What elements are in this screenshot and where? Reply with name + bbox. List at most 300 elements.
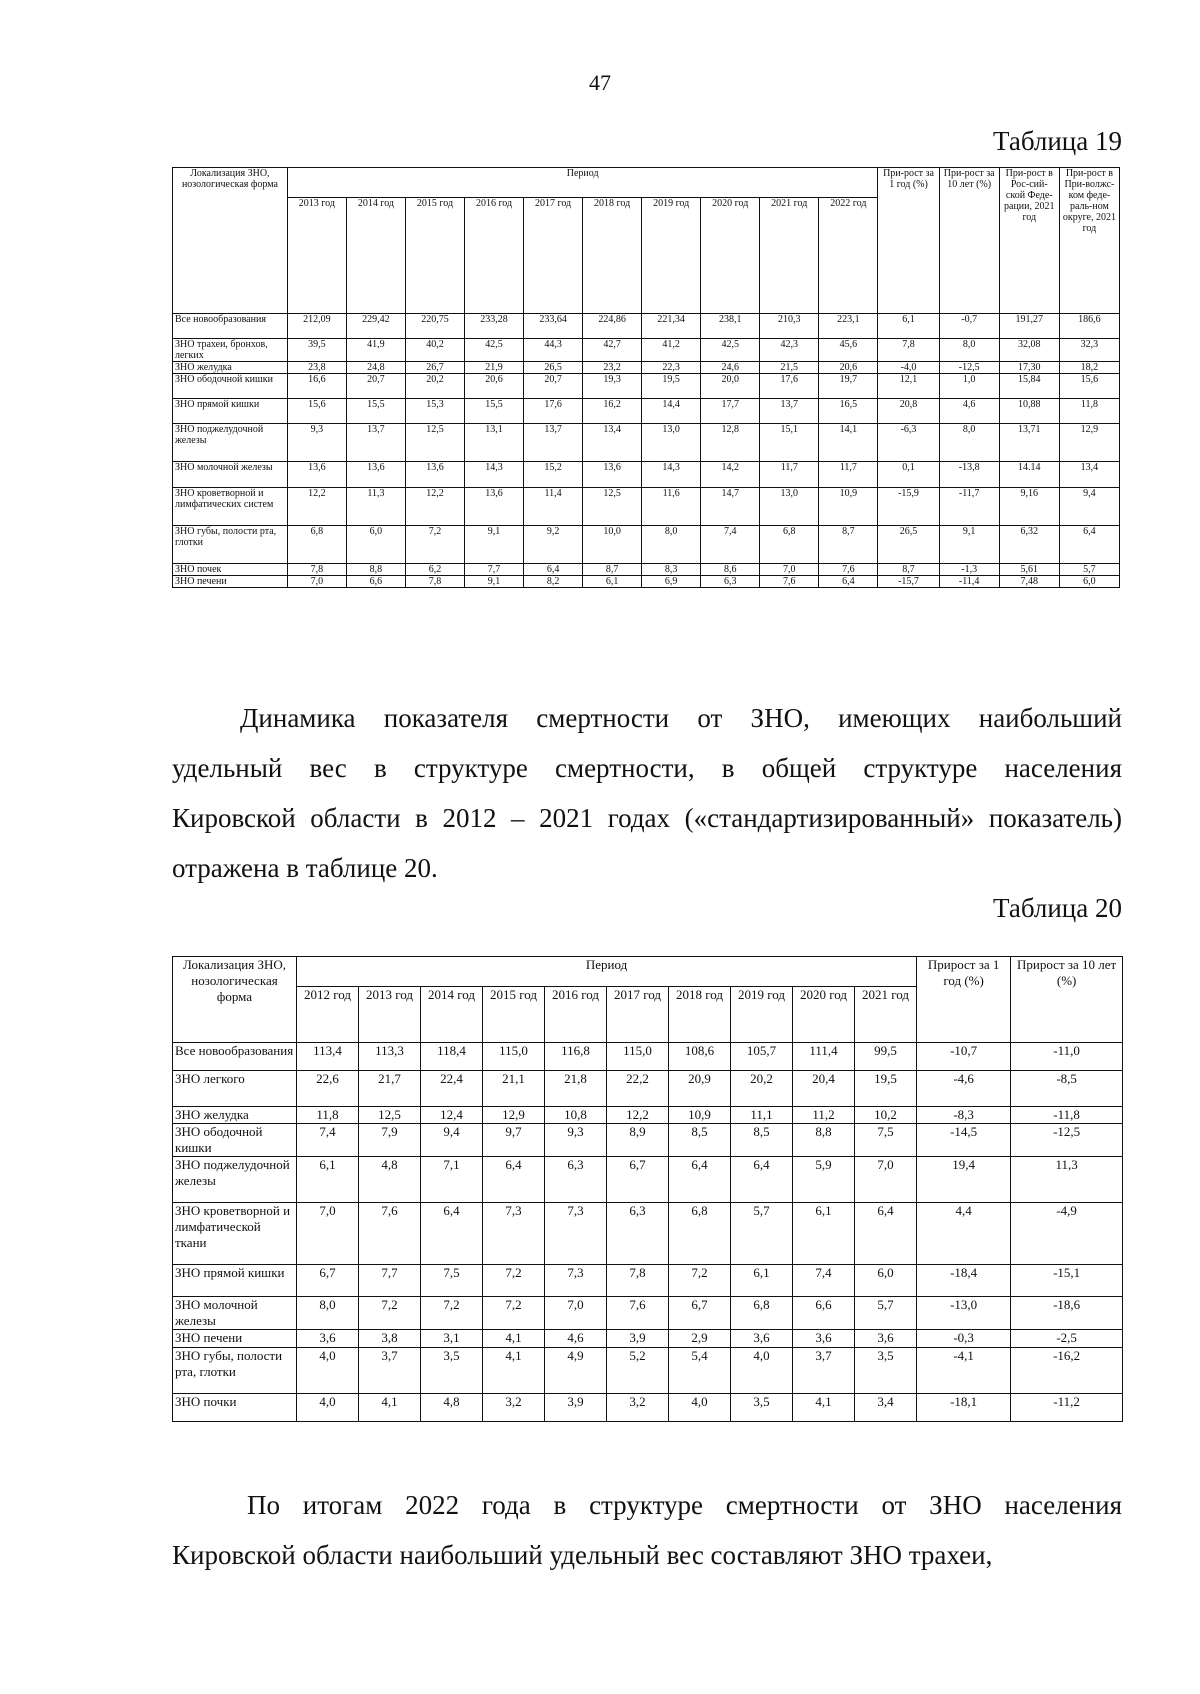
- table-cell: 6,0: [855, 1265, 917, 1297]
- table-cell: 7,0: [545, 1297, 607, 1330]
- table-row: [173, 314, 1120, 339]
- table-cell: 7,8: [878, 339, 939, 362]
- table-cell: 13,6: [405, 462, 464, 488]
- table-cell: -11,7: [939, 488, 999, 526]
- table-cell: 8,7: [819, 526, 878, 564]
- table-cell: 7,6: [819, 564, 878, 576]
- paragraph-1: [172, 693, 1122, 893]
- year-header: 2018 год: [583, 198, 642, 314]
- table-cell: 5,2: [607, 1348, 669, 1394]
- table-cell: 14,3: [465, 462, 524, 488]
- table-cell: 42,3: [760, 339, 819, 362]
- table-cell: 42,7: [583, 339, 642, 362]
- table-cell: 4,9: [545, 1348, 607, 1394]
- table-cell: 13,6: [287, 462, 346, 488]
- year-header: 2016 год: [545, 987, 607, 1043]
- table-cell: 115,0: [483, 1043, 545, 1071]
- table-cell: 12,2: [287, 488, 346, 526]
- table-row: [173, 1043, 1123, 1071]
- table-cell: -10,7: [917, 1043, 1011, 1071]
- table-cell: 14.14: [999, 462, 1059, 488]
- table-cell: 44,3: [524, 339, 583, 362]
- table-cell: 12,2: [607, 1107, 669, 1124]
- table-cell: -4,9: [1011, 1203, 1123, 1265]
- table-cell: 13,4: [583, 424, 642, 462]
- table-cell: 15,5: [346, 399, 405, 424]
- table-cell: 7,6: [760, 576, 819, 588]
- table-cell: 19,5: [642, 374, 701, 399]
- table-cell: 3,9: [545, 1394, 607, 1422]
- table-cell: 21,7: [359, 1071, 421, 1107]
- table-cell: 10,9: [669, 1107, 731, 1124]
- table-cell: 7,4: [793, 1265, 855, 1297]
- paragraph-2: [172, 1480, 1122, 1580]
- table-cell: 21,5: [760, 362, 819, 374]
- table-cell: 20,9: [669, 1071, 731, 1107]
- table-cell: 6,3: [701, 576, 760, 588]
- table-cell: 9,7: [483, 1124, 545, 1157]
- row-label: ЗНО желудка: [173, 362, 288, 374]
- table-cell: 7,5: [855, 1124, 917, 1157]
- table-cell: 20,7: [524, 374, 583, 399]
- table-cell: 7,2: [359, 1297, 421, 1330]
- table-cell: 11,6: [642, 488, 701, 526]
- table-cell: 22,4: [421, 1071, 483, 1107]
- table-cell: 19,3: [583, 374, 642, 399]
- table-cell: 5,7: [1059, 564, 1119, 576]
- table-cell: 22,2: [607, 1071, 669, 1107]
- table-cell: 7,2: [483, 1265, 545, 1297]
- table-cell: 13,6: [346, 462, 405, 488]
- table-cell: 14,2: [701, 462, 760, 488]
- table-cell: 40,2: [405, 339, 464, 362]
- table-row: [173, 339, 1120, 362]
- table-cell: 11,3: [1011, 1157, 1123, 1203]
- table-cell: 6,6: [793, 1297, 855, 1330]
- year-header: 2015 год: [483, 987, 545, 1043]
- table-cell: 19,4: [917, 1157, 1011, 1203]
- table-cell: 118,4: [421, 1043, 483, 1071]
- table-cell: 4,4: [917, 1203, 1011, 1265]
- table-cell: 6,1: [731, 1265, 793, 1297]
- table-cell: 13,4: [1059, 462, 1119, 488]
- table-cell: 12,9: [483, 1107, 545, 1124]
- row-label: ЗНО печени: [173, 576, 288, 588]
- table-cell: 17,6: [524, 399, 583, 424]
- table-cell: 6,1: [793, 1203, 855, 1265]
- table-cell: 13,0: [760, 488, 819, 526]
- table-cell: -0,3: [917, 1330, 1011, 1348]
- table-cell: 4,0: [731, 1348, 793, 1394]
- table-cell: 12,5: [405, 424, 464, 462]
- table-cell: 4,6: [939, 399, 999, 424]
- table-row: [173, 374, 1120, 399]
- table-cell: 3,9: [607, 1330, 669, 1348]
- row-label: ЗНО печени: [173, 1330, 297, 1348]
- table-cell: 4,1: [483, 1330, 545, 1348]
- table-cell: 20,8: [878, 399, 939, 424]
- table-row: [173, 1203, 1123, 1265]
- table-cell: 238,1: [701, 314, 760, 339]
- table-cell: -1,3: [939, 564, 999, 576]
- table-row: [173, 1394, 1123, 1422]
- table-cell: 9,1: [939, 526, 999, 564]
- table-cell: 7,0: [287, 576, 346, 588]
- table-cell: -15,9: [878, 488, 939, 526]
- table-row: [173, 1297, 1123, 1330]
- table-cell: 9,1: [465, 576, 524, 588]
- table-cell: -12,5: [1011, 1124, 1123, 1157]
- table-cell: 8,0: [939, 424, 999, 462]
- table-cell: 14,1: [819, 424, 878, 462]
- table-cell: 116,8: [545, 1043, 607, 1071]
- year-header: 2013 год: [359, 987, 421, 1043]
- table-cell: 20,6: [819, 362, 878, 374]
- table-cell: 11,7: [819, 462, 878, 488]
- extra-header: При-рост за 1 год (%): [878, 168, 939, 314]
- table-cell: 6,8: [669, 1203, 731, 1265]
- period-header: Период: [287, 168, 878, 198]
- table-cell: 4,6: [545, 1330, 607, 1348]
- table-cell: 6,4: [483, 1157, 545, 1203]
- table-cell: 10,9: [819, 488, 878, 526]
- table-cell: 17,30: [999, 362, 1059, 374]
- table-cell: 7,6: [607, 1297, 669, 1330]
- table-cell: 20,2: [731, 1071, 793, 1107]
- text-line: По итогам 2022 года в структуре смертности от ЗНО населения: [247, 1490, 1122, 1520]
- row-label: ЗНО молочной железы: [173, 462, 288, 488]
- row-label: Все новообразования: [173, 314, 288, 339]
- row-label: ЗНО поджелудочной железы: [173, 1157, 297, 1203]
- table-cell: -13,0: [917, 1297, 1011, 1330]
- table-cell: 15,84: [999, 374, 1059, 399]
- table-cell: 7,7: [359, 1265, 421, 1297]
- extra-header: Прирост за 10 лет (%): [1011, 957, 1123, 1043]
- table-cell: 16,2: [583, 399, 642, 424]
- table-cell: 11,8: [1059, 399, 1119, 424]
- table-cell: 186,6: [1059, 314, 1119, 339]
- table-cell: 26,5: [524, 362, 583, 374]
- table-row: [173, 399, 1120, 424]
- table-cell: 9,4: [1059, 488, 1119, 526]
- table-cell: -11,2: [1011, 1394, 1123, 1422]
- table-cell: 7,1: [421, 1157, 483, 1203]
- table-cell: 7,2: [421, 1297, 483, 1330]
- text-line: Кировской области в 2012 – 2021 годах («стандартизированный» показатель): [172, 803, 1122, 833]
- table-cell: 4,1: [359, 1394, 421, 1422]
- row-label: ЗНО кроветворной и лимфатической ткани: [173, 1203, 297, 1265]
- table-cell: -4,1: [917, 1348, 1011, 1394]
- year-header: 2020 год: [701, 198, 760, 314]
- table-row: [173, 462, 1120, 488]
- row-label: ЗНО ободочной кишки: [173, 1124, 297, 1157]
- table-cell: 6,1: [583, 576, 642, 588]
- table-cell: 6,8: [731, 1297, 793, 1330]
- table-cell: 220,75: [405, 314, 464, 339]
- table-cell: 6,1: [297, 1157, 359, 1203]
- table-cell: 20,2: [405, 374, 464, 399]
- table-cell: 7,7: [465, 564, 524, 576]
- table-cell: 5,7: [731, 1203, 793, 1265]
- table-row: [173, 1348, 1123, 1394]
- row-label: ЗНО легкого: [173, 1071, 297, 1107]
- table-cell: 6,3: [607, 1203, 669, 1265]
- table-cell: 15,6: [287, 399, 346, 424]
- table-cell: 9,3: [287, 424, 346, 462]
- table-cell: 233,28: [465, 314, 524, 339]
- table-19-caption: Таблица 19: [993, 126, 1122, 156]
- table-cell: 8,9: [607, 1124, 669, 1157]
- table-cell: 13,7: [760, 399, 819, 424]
- table-cell: 113,4: [297, 1043, 359, 1071]
- table-cell: 21,8: [545, 1071, 607, 1107]
- table-cell: 8,7: [583, 564, 642, 576]
- row-label: ЗНО молочной железы: [173, 1297, 297, 1330]
- table-cell: 8,5: [669, 1124, 731, 1157]
- table-cell: 7,3: [483, 1203, 545, 1265]
- table-cell: 24,8: [346, 362, 405, 374]
- row-label: ЗНО желудка: [173, 1107, 297, 1124]
- row-label: ЗНО почек: [173, 564, 288, 576]
- table-cell: 22,6: [297, 1071, 359, 1107]
- table-20: [172, 956, 1123, 1422]
- table-cell: 23,2: [583, 362, 642, 374]
- table-cell: 3,1: [421, 1330, 483, 1348]
- table-cell: 16,5: [819, 399, 878, 424]
- table-cell: 15,1: [760, 424, 819, 462]
- table-cell: 7,48: [999, 576, 1059, 588]
- table-cell: 4,1: [793, 1394, 855, 1422]
- table-cell: 9,4: [421, 1124, 483, 1157]
- table-cell: 20,4: [793, 1071, 855, 1107]
- table-cell: 39,5: [287, 339, 346, 362]
- table-cell: 224,86: [583, 314, 642, 339]
- table-cell: 9,16: [999, 488, 1059, 526]
- row-label: ЗНО прямой кишки: [173, 1265, 297, 1297]
- text-line: Кировской области наибольший удельный вес составляют ЗНО трахеи,: [172, 1540, 993, 1570]
- table-cell: 12,5: [359, 1107, 421, 1124]
- table-cell: 3,6: [731, 1330, 793, 1348]
- year-header: 2014 год: [421, 987, 483, 1043]
- year-header: 2017 год: [607, 987, 669, 1043]
- table-cell: 4,1: [483, 1348, 545, 1394]
- table-cell: 6,4: [421, 1203, 483, 1265]
- table-cell: 11,3: [346, 488, 405, 526]
- table-row: [173, 1071, 1123, 1107]
- page-number: 47: [589, 70, 611, 95]
- table-cell: 3,5: [855, 1348, 917, 1394]
- table-cell: 8,5: [731, 1124, 793, 1157]
- table-cell: 6,4: [855, 1203, 917, 1265]
- table-cell: 15,2: [524, 462, 583, 488]
- row-label: ЗНО прямой кишки: [173, 399, 288, 424]
- table-row: [173, 1330, 1123, 1348]
- table-row: [173, 1124, 1123, 1157]
- table-row: [173, 576, 1120, 588]
- table-cell: 8,2: [524, 576, 583, 588]
- row-label: ЗНО поджелудочной железы: [173, 424, 288, 462]
- table-cell: -14,5: [917, 1124, 1011, 1157]
- table-cell: 11,4: [524, 488, 583, 526]
- table-cell: -11,8: [1011, 1107, 1123, 1124]
- table-cell: 7,5: [421, 1265, 483, 1297]
- table-cell: 5,7: [855, 1297, 917, 1330]
- table-cell: 7,0: [760, 564, 819, 576]
- table-cell: -18,6: [1011, 1297, 1123, 1330]
- table-cell: 20,0: [701, 374, 760, 399]
- table-cell: 15,5: [465, 399, 524, 424]
- table-cell: 3,6: [297, 1330, 359, 1348]
- year-header: 2020 год: [793, 987, 855, 1043]
- table-cell: -11,0: [1011, 1043, 1123, 1071]
- table-row: [173, 564, 1120, 576]
- table-cell: 5,4: [669, 1348, 731, 1394]
- table-cell: 212,09: [287, 314, 346, 339]
- table-cell: 10,2: [855, 1107, 917, 1124]
- table-20-caption: Таблица 20: [993, 893, 1122, 923]
- table-cell: 3,7: [359, 1348, 421, 1394]
- year-header: 2016 год: [465, 198, 524, 314]
- table-cell: 7,8: [607, 1265, 669, 1297]
- table-cell: 20,6: [465, 374, 524, 399]
- table-19: [172, 167, 1120, 588]
- table-cell: 229,42: [346, 314, 405, 339]
- table-cell: -4,6: [917, 1071, 1011, 1107]
- table-cell: 14,7: [701, 488, 760, 526]
- table-cell: 6,4: [524, 564, 583, 576]
- corner-header: Локализация ЗНО, нозологическая форма: [173, 957, 297, 1043]
- table-cell: 6,4: [731, 1157, 793, 1203]
- table-cell: 45,6: [819, 339, 878, 362]
- table-row: [173, 488, 1120, 526]
- table-cell: 12,2: [405, 488, 464, 526]
- table-cell: 14,4: [642, 399, 701, 424]
- table-cell: 21,9: [465, 362, 524, 374]
- table-cell: 105,7: [731, 1043, 793, 1071]
- table-cell: -8,5: [1011, 1071, 1123, 1107]
- year-header: 2018 год: [669, 987, 731, 1043]
- table-cell: -12,5: [939, 362, 999, 374]
- table-cell: 7,0: [855, 1157, 917, 1203]
- table-cell: 15,3: [405, 399, 464, 424]
- text-line: отражена в таблице 20.: [172, 853, 438, 883]
- period-header: Период: [297, 957, 917, 987]
- table-cell: 11,2: [793, 1107, 855, 1124]
- year-header: 2012 год: [297, 987, 359, 1043]
- table-cell: 23,8: [287, 362, 346, 374]
- table-cell: 42,5: [701, 339, 760, 362]
- table-cell: 17,7: [701, 399, 760, 424]
- table-cell: 99,5: [855, 1043, 917, 1071]
- table-cell: 7,2: [405, 526, 464, 564]
- table-cell: 8,0: [297, 1297, 359, 1330]
- table-cell: 5,9: [793, 1157, 855, 1203]
- table-cell: -18,4: [917, 1265, 1011, 1297]
- table-cell: 223,1: [819, 314, 878, 339]
- table-cell: 26,5: [878, 526, 939, 564]
- table-cell: 115,0: [607, 1043, 669, 1071]
- table-cell: 18,2: [1059, 362, 1119, 374]
- table-row: [173, 1107, 1123, 1124]
- table-cell: 7,2: [483, 1297, 545, 1330]
- table-cell: 3,7: [793, 1348, 855, 1394]
- table-cell: 19,7: [819, 374, 878, 399]
- table-cell: 15,6: [1059, 374, 1119, 399]
- table-cell: 13,6: [465, 488, 524, 526]
- table-cell: 6,4: [819, 576, 878, 588]
- table-cell: 6,8: [760, 526, 819, 564]
- table-row: [173, 362, 1120, 374]
- table-cell: 6,1: [878, 314, 939, 339]
- table-cell: 6,7: [607, 1157, 669, 1203]
- table-cell: 10,8: [545, 1107, 607, 1124]
- year-header: 2019 год: [731, 987, 793, 1043]
- table-cell: 11,8: [297, 1107, 359, 1124]
- table-cell: 32,08: [999, 339, 1059, 362]
- table-cell: 12,1: [878, 374, 939, 399]
- table-cell: -6,3: [878, 424, 939, 462]
- text-line: Динамика показателя смертности от ЗНО, имеющих наибольший: [240, 703, 1122, 733]
- table-cell: 13,6: [583, 462, 642, 488]
- table-cell: 7,0: [297, 1203, 359, 1265]
- table-cell: 8,0: [642, 526, 701, 564]
- table-cell: 11,7: [760, 462, 819, 488]
- table-cell: 4,0: [297, 1394, 359, 1422]
- table-cell: 13,1: [465, 424, 524, 462]
- table-cell: 8,3: [642, 564, 701, 576]
- table-cell: 20,7: [346, 374, 405, 399]
- year-header: 2014 год: [346, 198, 405, 314]
- row-label: ЗНО почки: [173, 1394, 297, 1422]
- year-header: 2021 год: [760, 198, 819, 314]
- table-cell: 6,6: [346, 576, 405, 588]
- table-cell: 9,3: [545, 1124, 607, 1157]
- table-cell: 7,9: [359, 1124, 421, 1157]
- table-cell: 6,32: [999, 526, 1059, 564]
- table-cell: 111,4: [793, 1043, 855, 1071]
- table-cell: 11,1: [731, 1107, 793, 1124]
- table-cell: 13,0: [642, 424, 701, 462]
- table-cell: 233,64: [524, 314, 583, 339]
- row-label: ЗНО губы, полости рта, глотки: [173, 1348, 297, 1394]
- table-cell: 3,4: [855, 1394, 917, 1422]
- table-cell: 17,6: [760, 374, 819, 399]
- row-label: ЗНО ободочной кишки: [173, 374, 288, 399]
- table-cell: 7,4: [297, 1124, 359, 1157]
- table-row: [173, 1265, 1123, 1297]
- extra-header: При-рост за 10 лет (%): [939, 168, 999, 314]
- table-cell: 3,5: [731, 1394, 793, 1422]
- table-cell: 32,3: [1059, 339, 1119, 362]
- year-header: 2013 год: [287, 198, 346, 314]
- extra-header: При-рост в При-волжс-ком феде-раль-ном округе, 2021 год: [1059, 168, 1119, 314]
- table-cell: -16,2: [1011, 1348, 1123, 1394]
- year-header: 2022 год: [819, 198, 878, 314]
- table-row: [173, 526, 1120, 564]
- table-cell: 3,6: [855, 1330, 917, 1348]
- table-cell: 12,4: [421, 1107, 483, 1124]
- table-cell: 8,6: [701, 564, 760, 576]
- table-cell: 3,2: [607, 1394, 669, 1422]
- year-header: 2019 год: [642, 198, 701, 314]
- table-cell: 1,0: [939, 374, 999, 399]
- table-cell: 0,1: [878, 462, 939, 488]
- table-cell: 191,27: [999, 314, 1059, 339]
- table-cell: 13,71: [999, 424, 1059, 462]
- table-cell: 5,61: [999, 564, 1059, 576]
- table-cell: 7,4: [701, 526, 760, 564]
- table-cell: 12,5: [583, 488, 642, 526]
